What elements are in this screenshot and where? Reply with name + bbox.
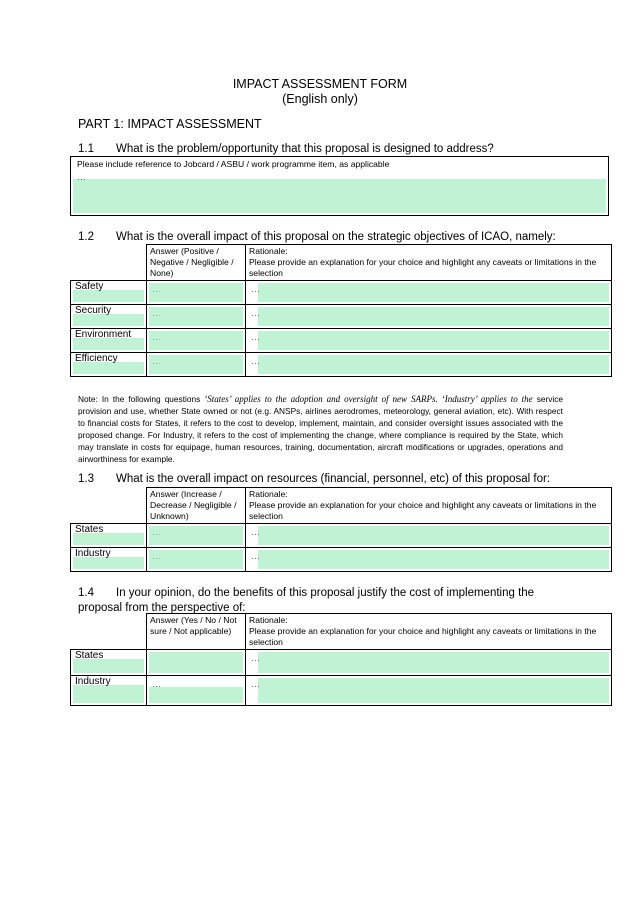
- question-1-3: [78, 473, 550, 485]
- resources-table: [70, 487, 612, 572]
- rationale-column-header: [246, 614, 612, 650]
- rationale-cell[interactable]: …: [246, 548, 612, 572]
- table-row: [71, 281, 612, 305]
- rationale-column-header: [246, 245, 612, 281]
- question-text: In your opinion, do the benefits of this proposal justify the cost of implementing the proposal from the perspective of:: [78, 587, 535, 614]
- problem-answer-box: [70, 156, 609, 216]
- table-row: [71, 305, 612, 329]
- rationale-hint: Please provide an explanation for your choice and highlight any caveats or limitations in the selection: [249, 257, 597, 278]
- rationale-cell[interactable]: …: [246, 650, 612, 676]
- question-text: What is the overall impact on resources (financial, personnel, etc) of this proposal for:: [116, 473, 551, 485]
- problem-instruction: Please include reference to Jobcard / ASBU / work programme item, as applicable: [77, 159, 390, 169]
- row-label-safety: Safety: [71, 281, 147, 305]
- rationale-cell[interactable]: …: [246, 305, 612, 329]
- answer-cell[interactable]: …: [147, 676, 246, 706]
- question-text: What is the overall impact of this proposal on the strategic objectives of ICAO, namely:: [116, 231, 556, 243]
- question-number: 1.4: [78, 587, 94, 599]
- form-subtitle: (English only): [282, 92, 358, 106]
- rationale-title: Rationale:: [249, 489, 288, 499]
- row-label-states: States: [71, 650, 147, 676]
- empty-header-cell: [71, 488, 147, 524]
- row-label-security: Security: [71, 305, 147, 329]
- rationale-cell[interactable]: …: [246, 329, 612, 353]
- question-1-1: [78, 143, 494, 155]
- row-label-industry: Industry: [71, 676, 147, 706]
- row-label-states: States: [71, 524, 147, 548]
- question-text: What is the problem/opportunity that this proposal is designed to address?: [116, 143, 494, 155]
- empty-header-cell: [71, 245, 147, 281]
- note-italic: ‘States’ applies to the adoption and oversight of new SARPs. ‘Industry’ applies to the: [204, 394, 533, 404]
- row-label-efficiency: Efficiency: [71, 353, 147, 377]
- form-title: IMPACT ASSESSMENT FORM: [232, 77, 408, 91]
- answer-cell[interactable]: …: [147, 548, 246, 572]
- rationale-cell[interactable]: …: [246, 524, 612, 548]
- table-row: [71, 329, 612, 353]
- table-row: [71, 524, 612, 548]
- table-row: [71, 676, 612, 706]
- answer-cell[interactable]: …: [147, 353, 246, 377]
- row-label-environment: Environment: [71, 329, 147, 353]
- answer-cell[interactable]: …: [147, 305, 246, 329]
- row-label-industry: Industry: [71, 548, 147, 572]
- rationale-title: Rationale:: [249, 615, 288, 625]
- benefits-table: [70, 613, 612, 706]
- answer-column-header: Answer (Yes / No / Not sure / Not applicable): [147, 614, 246, 650]
- rationale-cell[interactable]: …: [246, 353, 612, 377]
- rationale-hint: Please provide an explanation for your choice and highlight any caveats or limitations in the selection: [249, 500, 597, 521]
- answer-cell[interactable]: …: [147, 281, 246, 305]
- answer-cell[interactable]: …: [147, 524, 246, 548]
- rationale-hint: Please provide an explanation for your choice and highlight any caveats or limitations in the selection: [249, 626, 597, 647]
- question-number: 1.2: [78, 231, 94, 243]
- problem-input-area[interactable]: [73, 179, 606, 213]
- table-row: [71, 650, 612, 676]
- rationale-title: Rationale:: [249, 246, 288, 256]
- empty-header-cell: [71, 614, 147, 650]
- answer-cell[interactable]: [147, 650, 246, 676]
- answer-cell[interactable]: …: [147, 329, 246, 353]
- note-paragraph: [78, 393, 563, 465]
- table-row: [71, 548, 612, 572]
- table-row: [71, 353, 612, 377]
- strategic-objectives-table: [70, 244, 612, 377]
- rationale-column-header: [246, 488, 612, 524]
- answer-column-header: Answer (Increase / Decrease / Negligible / Unknown): [147, 488, 246, 524]
- rationale-cell[interactable]: …: [246, 676, 612, 706]
- question-number: 1.1: [78, 143, 94, 155]
- answer-column-header: Answer (Positive / Negative / Negligible / None): [147, 245, 246, 281]
- question-1-2: [78, 231, 556, 243]
- note-body: service provision and use, whether State owned or not (e.g. ANSPs, airlines aerodromes, meteorology, general aviation, etc). With respect to financial costs for States, it refers to the cost to develop, implement, maintain, and consider oversight issues associated with the proposed change. For Industry, it refers to the cost of implementing the change, where compliance is required by the State, which may translate in costs for equipage, human resources, training, documentation, aircraft modifications or upgrades, operations and airworthiness for example.: [78, 394, 563, 464]
- rationale-cell[interactable]: …: [246, 281, 612, 305]
- problem-value[interactable]: …: [77, 172, 86, 182]
- question-1-4: [78, 586, 568, 616]
- note-prefix: Note: In the following questions: [78, 394, 205, 404]
- part-heading: PART 1: IMPACT ASSESSMENT: [78, 117, 262, 131]
- question-number: 1.3: [78, 473, 94, 485]
